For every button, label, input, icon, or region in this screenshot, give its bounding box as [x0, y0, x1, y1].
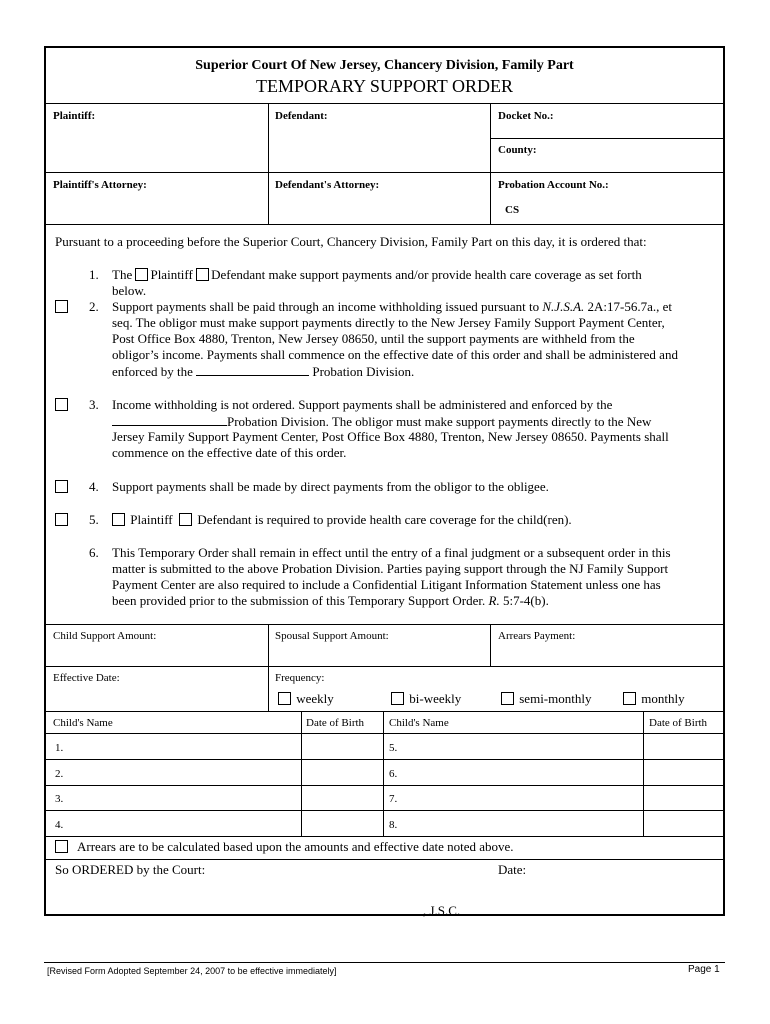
date-label: Date: [498, 862, 527, 877]
frequency-semi-monthly[interactable]: semi-monthly [501, 691, 591, 707]
item-3-line-4: commence on the effective date of this order. [112, 445, 347, 460]
child-support-label: Child Support Amount: [53, 630, 157, 642]
support-order-form [44, 46, 725, 916]
plaintiff-attorney-label: Plaintiff's Attorney: [53, 179, 147, 191]
weekly-checkbox[interactable] [278, 692, 291, 705]
item-5-checkbox[interactable] [55, 513, 68, 526]
item-2-line-5: enforced by the Probation Division. [112, 364, 415, 379]
probation-account-label: Probation Account No.: [498, 179, 609, 191]
dob-header: Date of Birth [306, 717, 365, 729]
item-3-number: 3. [89, 397, 99, 412]
defendant-attorney-label: Defendant's Attorney: [275, 179, 380, 191]
item-6-line-4: been provided prior to the submission of this Temporary Support Order. R. 5:7-4(b). [112, 593, 549, 608]
arrears-payment-label: Arrears Payment: [498, 630, 576, 642]
item-4-checkbox[interactable] [55, 480, 68, 493]
item-3-county-blank[interactable] [112, 413, 227, 426]
docket-label: Docket No.: [498, 110, 554, 122]
form-title: TEMPORARY SUPPORT ORDER [256, 76, 513, 96]
arrears-text: Arrears are to be calculated based upon the amounts and effective date noted above. [77, 839, 514, 854]
item-2-line-4: obligor’s income. Payments shall commence on the effective date of this order and shall be administered and [112, 347, 678, 362]
intro-text: Pursuant to a proceeding before the Superior Court, Chancery Division, Family Part on this day, it is ordered that: [55, 234, 647, 249]
item-1: The Plaintiff Defendant make support payments and/or provide health care coverage as set forth [112, 267, 642, 282]
spousal-support-label: Spousal Support Amount: [275, 630, 389, 642]
effective-date-label: Effective Date: [53, 672, 120, 684]
dob-header-2: Date of Birth [649, 717, 708, 729]
plaintiff-field[interactable] [50, 122, 264, 168]
child-name-header-2: Child's Name [389, 717, 449, 729]
item-3-checkbox[interactable] [55, 398, 68, 411]
item-2-line-3: Post Office Box 4880, Trenton, New Jersey 08650, until the support payments are withheld from the [112, 331, 635, 346]
item-6-line-2: matter is submitted to the above Probation Division. Parties paying support through the NJ Family Support [112, 561, 669, 576]
arrears-checkbox[interactable] [55, 840, 68, 853]
frequency-monthly[interactable]: monthly [623, 691, 685, 707]
probation-prefix: CS [505, 204, 520, 216]
jsc-label: , J.S.C. [423, 903, 461, 918]
child-row-1[interactable]: 1. [55, 742, 64, 754]
item-1-line-2: below. [112, 283, 147, 298]
page-number: Page 1 [688, 964, 720, 975]
frequency-weekly[interactable]: weekly [278, 691, 334, 707]
item-5-line-1: Plaintiff Defendant is required to provide health care coverage for the child(ren). [112, 512, 572, 528]
child-name-header: Child's Name [53, 717, 113, 729]
item-1-number: 1. [89, 267, 99, 282]
county-label: County: [498, 144, 537, 156]
child-row-4[interactable]: 4. [55, 819, 64, 831]
item-6-line-3: Payment Center are also required to include a Confidential Litigant Information Statement unless one has [112, 577, 661, 592]
defendant-field[interactable] [272, 122, 486, 168]
monthly-checkbox[interactable] [623, 692, 636, 705]
child-row-7[interactable]: 7. [389, 793, 398, 805]
court-name: Superior Court Of New Jersey, Chancery Division, Family Part [195, 58, 574, 73]
child-row-2[interactable]: 2. [55, 768, 64, 780]
so-ordered-label: So ORDERED by the Court: [55, 862, 206, 877]
item-4-number: 4. [89, 479, 99, 494]
item-3-line-3: Jersey Family Support Payment Center, Post Office Box 4880, Trenton, New Jersey 08650. Payments shall [112, 429, 669, 444]
item-6-line-1: This Temporary Order shall remain in effect until the entry of a final judgment or a subsequent order in this [112, 545, 671, 560]
item-2-line-2: seq. The obligor must make support payments directly to the New Jersey Family Support Payment Center, [112, 315, 665, 330]
child-row-5[interactable]: 5. [389, 742, 398, 754]
item-2-checkbox[interactable] [55, 300, 68, 313]
item-1-defendant-checkbox[interactable] [196, 268, 209, 281]
bi-weekly-checkbox[interactable] [391, 692, 404, 705]
frequency-bi-weekly[interactable]: bi-weekly [391, 691, 461, 707]
defendant-label: Defendant: [275, 110, 328, 122]
frequency-label: Frequency: [275, 672, 325, 684]
plaintiff-label: Plaintiff: [53, 110, 96, 122]
item-4-line-1: Support payments shall be made by direct payments from the obligor to the obligee. [112, 479, 549, 494]
item-6-number: 6. [89, 545, 99, 560]
child-row-8[interactable]: 8. [389, 819, 398, 831]
child-row-6[interactable]: 6. [389, 768, 398, 780]
item-3-line-1: Income withholding is not ordered. Support payments shall be administered and enforced by the [112, 397, 613, 412]
item-3-line-2: Probation Division. The obligor must make support payments directly to the New [112, 413, 651, 430]
item-5-number: 5. [89, 512, 99, 527]
child-row-3[interactable]: 3. [55, 793, 64, 805]
item-5-plaintiff-checkbox[interactable] [112, 513, 125, 526]
item-2-line-1: Support payments shall be paid through an income withholding issued pursuant to N.J.S.A. 2A:17-56.7a., et [112, 299, 673, 314]
item-2-number: 2. [89, 299, 99, 314]
item-1-plaintiff-checkbox[interactable] [135, 268, 148, 281]
revised-note: [Revised Form Adopted September 24, 2007 to be effective immediately] [47, 966, 337, 976]
semi-monthly-checkbox[interactable] [501, 692, 514, 705]
item-5-defendant-checkbox[interactable] [179, 513, 192, 526]
item-2-county-blank[interactable] [196, 363, 309, 376]
